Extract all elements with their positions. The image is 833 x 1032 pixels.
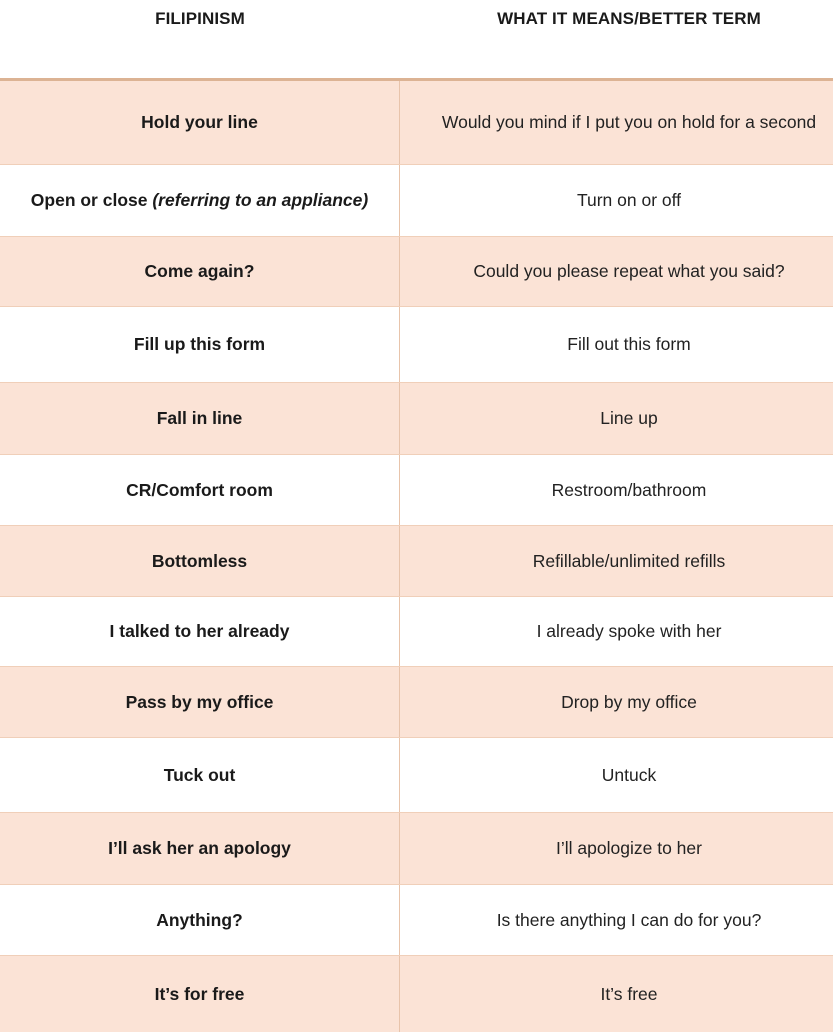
term-text: Hold your line [141,112,258,132]
meaning-cell: Refillable/unlimited refills [532,550,726,571]
term-cell [0,81,400,164]
term-text: Bottomless [151,550,248,571]
term-cell [0,526,400,596]
term-text: Come again? [144,261,255,281]
term-text: I’ll ask her an apology [108,838,291,858]
meaning-cell: I already spoke with her [536,621,722,641]
table-row [0,307,833,383]
meaning-cell: It’s free [600,983,658,1004]
meaning-cell: Drop by my office [561,691,697,712]
header-meaning: WHAT IT MEANS/BETTER TERM [497,9,761,28]
meaning-cell: Fill out this form [567,334,691,354]
term-cell [0,956,400,1032]
meaning-cell: Is there anything I can do for you? [496,909,762,930]
table-row [0,738,833,813]
term-cell [0,455,400,525]
meaning-cell: Line up [600,408,658,428]
term-note: (referring to an appliance) [152,190,369,210]
meaning-cell: Could you please repeat what you said? [473,261,785,281]
term-text: CR/Comfort room [126,479,273,500]
meaning-cell: Turn on or off [576,190,682,210]
meaning-cell: Untuck [601,764,657,785]
term-text: It’s for free [154,983,245,1004]
table-header [0,0,833,81]
table-row [0,885,833,956]
table-row [0,81,833,165]
table-row [0,455,833,526]
meaning-cell: I’ll apologize to her [556,838,702,858]
header-filipinism: FILIPINISM [155,9,245,28]
table-row [0,383,833,455]
table-row [0,667,833,738]
table-row [0,526,833,597]
term-text: Open or close [30,190,153,210]
term-cell [0,165,400,236]
table-row [0,956,833,1032]
term-cell [0,738,400,812]
term-text: Pass by my office [125,691,274,712]
term-cell [0,667,400,737]
term-text: Fill up this form [133,334,266,354]
term-cell [0,885,400,955]
term-text: Tuck out [163,764,236,785]
table-row [0,597,833,667]
term-cell [0,237,400,306]
term-text: I talked to her already [109,621,290,641]
term-cell [0,813,400,884]
term-cell [0,383,400,454]
term-cell [0,307,400,382]
term-cell [0,597,400,666]
table-row [0,165,833,237]
meaning-cell: Would you mind if I put you on hold for a second [441,112,817,132]
table-row [0,237,833,307]
table-row [0,813,833,885]
meaning-cell: Restroom/bathroom [551,479,707,500]
term-text: Anything? [156,909,243,930]
term-text: Fall in line [156,408,243,428]
